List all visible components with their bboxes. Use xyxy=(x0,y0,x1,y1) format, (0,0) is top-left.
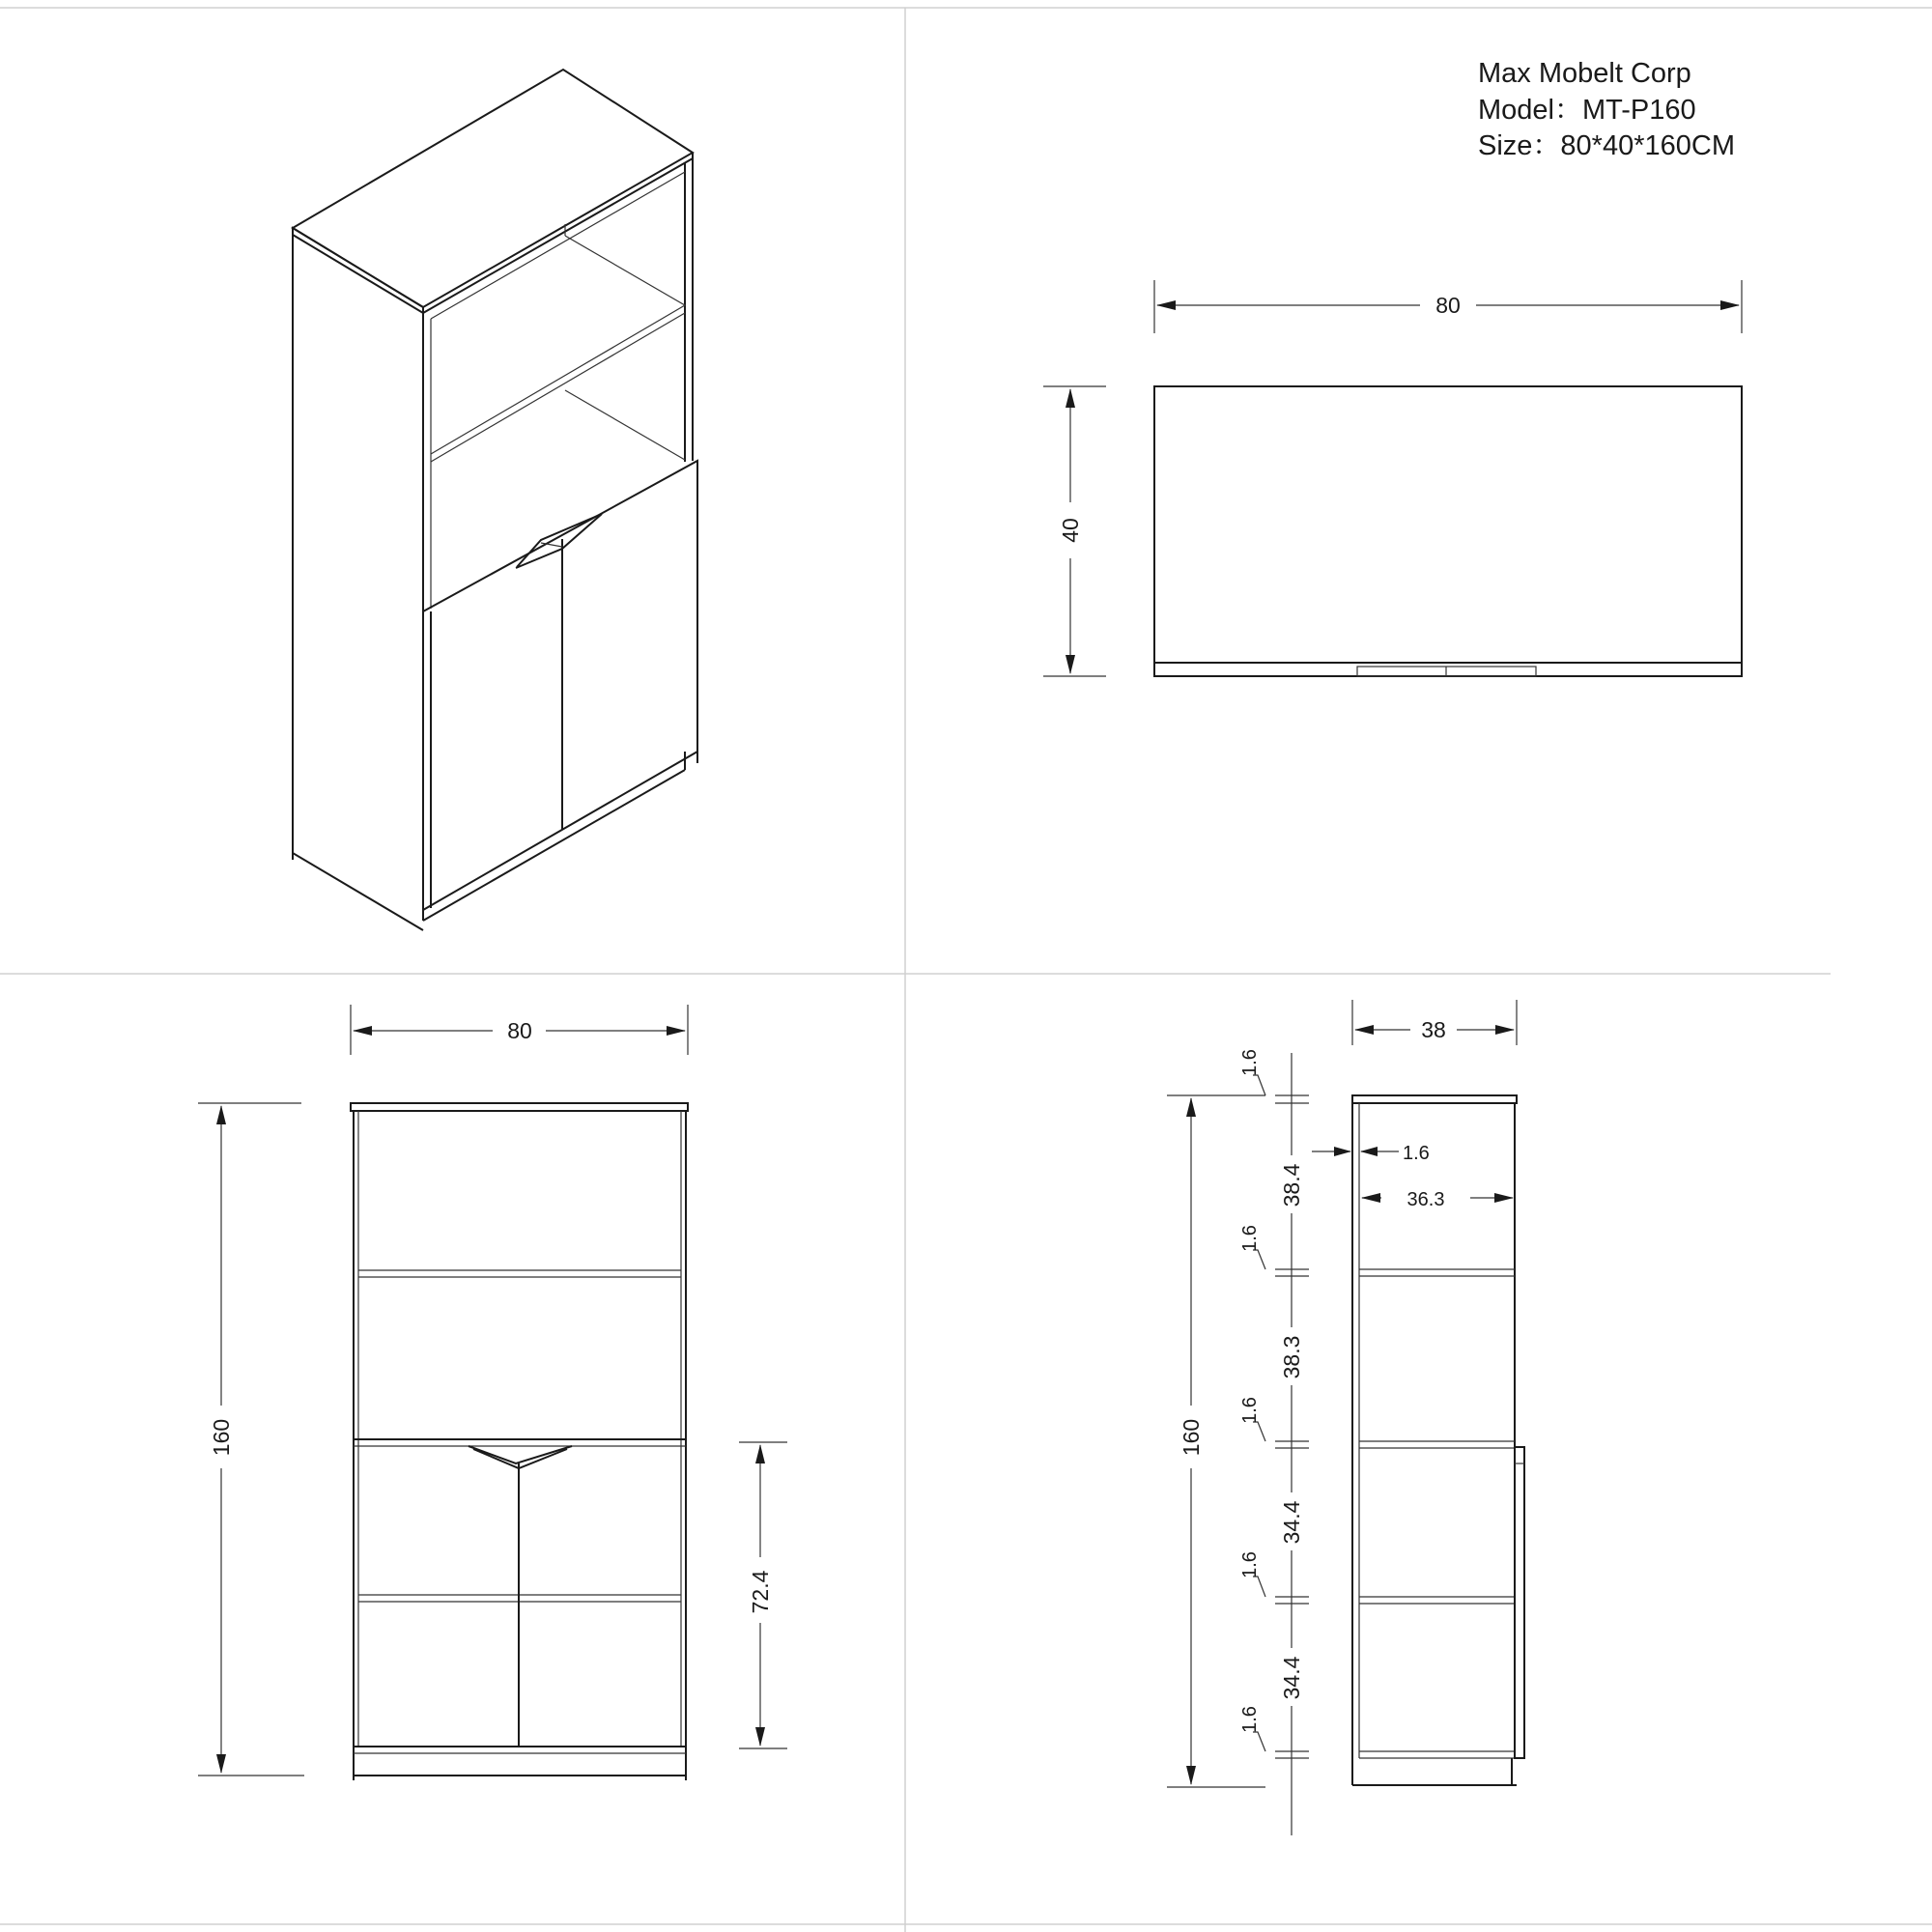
side-view xyxy=(1167,1000,1524,1835)
side-height-dimension xyxy=(1167,1095,1265,1787)
top-width-label: 80 xyxy=(1435,293,1461,318)
compartment-height-2: 38.3 xyxy=(1279,1335,1304,1379)
front-view xyxy=(198,1005,787,1780)
shelf-thickness-4: 1.6 xyxy=(1239,1551,1261,1578)
side-depth-label: 38 xyxy=(1421,1017,1446,1042)
shelf-thickness-2: 1.6 xyxy=(1239,1225,1261,1252)
front-height-label: 160 xyxy=(209,1418,234,1457)
top-depth-dimension xyxy=(1043,386,1106,676)
top-view xyxy=(1043,280,1742,676)
isometric-view xyxy=(293,70,697,930)
compartment-height-4: 34.4 xyxy=(1279,1656,1304,1700)
shelf-thickness-5: 1.6 xyxy=(1239,1706,1261,1733)
side-depth-dimension xyxy=(1352,1000,1517,1045)
size-label: Size：80*40*160CM xyxy=(1478,130,1735,161)
side-height-label: 160 xyxy=(1179,1418,1204,1457)
compartment-height-3: 34.4 xyxy=(1279,1500,1304,1545)
front-width-label: 80 xyxy=(507,1018,532,1043)
door-height-label: 72.4 xyxy=(748,1570,773,1614)
front-width-dimension xyxy=(351,1005,688,1055)
model-label: Model：MT-P160 xyxy=(1478,95,1696,126)
back-panel-label: 1.6 xyxy=(1403,1143,1430,1164)
shelf-thickness-1: 1.6 xyxy=(1239,1049,1261,1076)
title-block xyxy=(1478,58,1735,161)
compartment-dimension-chain xyxy=(1239,1049,1309,1835)
door-height-dimension xyxy=(739,1442,787,1748)
top-depth-label: 40 xyxy=(1058,518,1083,543)
shelf-thickness-3: 1.6 xyxy=(1239,1397,1261,1424)
compartment-height-1: 38.4 xyxy=(1279,1163,1304,1208)
inner-depth-label: 36.3 xyxy=(1406,1189,1445,1210)
back-panel-dimension xyxy=(1312,1143,1430,1164)
quadrant-frame xyxy=(0,8,1932,1932)
top-width-dimension xyxy=(1154,280,1742,333)
company-name: Max Mobelt Corp xyxy=(1478,58,1691,89)
front-height-dimension xyxy=(198,1103,304,1776)
inner-depth-dimension xyxy=(1361,1189,1514,1210)
